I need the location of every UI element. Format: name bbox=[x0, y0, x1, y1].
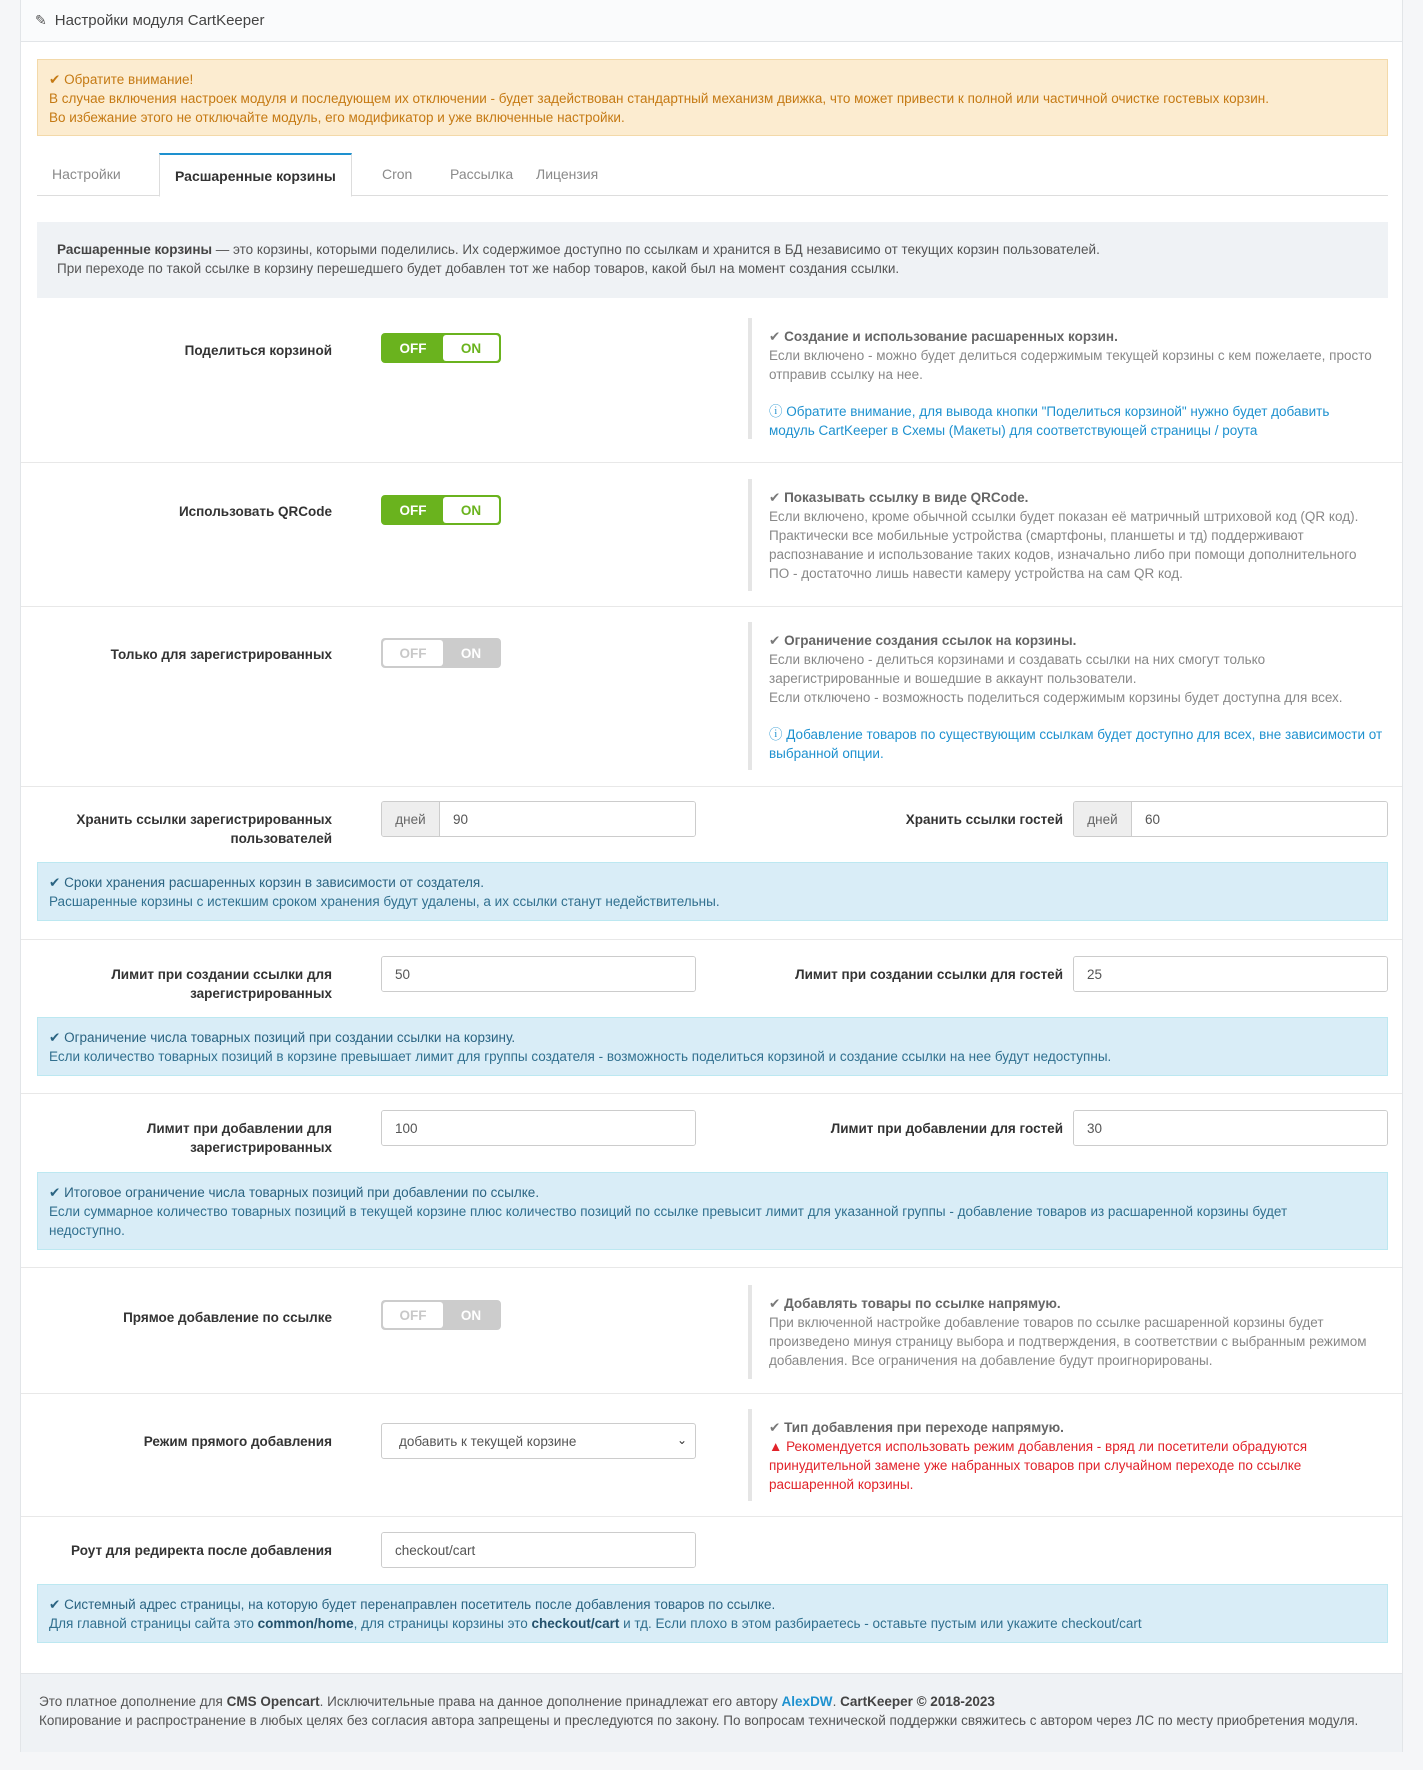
create-limit-guest-input[interactable] bbox=[1073, 956, 1388, 992]
intro-description bbox=[37, 222, 1388, 298]
info-circle-icon: ⓘ bbox=[769, 404, 783, 419]
check-icon: ✔ bbox=[769, 490, 781, 505]
share-cart-help bbox=[748, 318, 1388, 439]
direct-add-label: Прямое добавление по ссылке bbox=[123, 1310, 332, 1325]
direct-mode-label: Режим прямого добавления bbox=[143, 1434, 332, 1449]
help-warning: расшаренной корзины. bbox=[769, 1477, 914, 1492]
qrcode-toggle[interactable] bbox=[381, 495, 501, 525]
help-text: ПО - достаточно лишь навести камеру устройства на сам QR код. bbox=[769, 566, 1183, 581]
info-text: Если суммарное количество товарных позиций в текущей корзине плюс количество позиций по ссылке превысит лимит для указанной группы - добавление товаров из расшаренной корзины будет bbox=[49, 1204, 1288, 1219]
warning-line: В случае включения настроек модуля и последующем их отключении - будет задействован стандартный механизм движка, что может привести к полной или частичной очистке гостевых корзин. bbox=[49, 91, 1269, 106]
create-limit-registered-label bbox=[21, 965, 332, 1003]
help-warning: Рекомендуется использовать режим добавления - вряд ли посетители обрадуются bbox=[786, 1439, 1308, 1454]
create-limit-registered-input[interactable] bbox=[381, 956, 696, 992]
divider bbox=[21, 1267, 1402, 1268]
info-circle-icon: ⓘ bbox=[769, 727, 783, 742]
input-value[interactable]: 60 bbox=[1132, 802, 1387, 836]
intro-bold: Расшаренные корзины bbox=[57, 242, 213, 257]
intro-line2: При переходе по такой ссылке в корзину перешедшего будет добавлен тот же набор товаров, какой был на момент создания ссылки. bbox=[57, 261, 900, 276]
info-text: Расшаренные корзины с истекшим сроком хранения будут удалены, а их ссылки станут недействительны. bbox=[49, 894, 720, 909]
help-text: произведено минуя страницу выбора и подтверждения, в соответствии с выбранным режимом bbox=[769, 1334, 1367, 1349]
add-limit-guest-input[interactable] bbox=[1073, 1110, 1388, 1146]
footer-text: . Исключительные права на данное дополнение принадлежат его автору bbox=[319, 1694, 782, 1709]
panel-footer bbox=[21, 1673, 1402, 1752]
label-line: Хранить ссылки зарегистрированных bbox=[76, 812, 332, 827]
input-value[interactable]: checkout/cart bbox=[382, 1533, 695, 1567]
label-line: зарегистрированных bbox=[190, 986, 332, 1001]
toggle-on-label: ON bbox=[460, 1307, 482, 1323]
share-cart-label: Поделиться корзиной bbox=[184, 343, 332, 358]
tab-license[interactable]: Лицензия bbox=[536, 166, 599, 182]
label-line: Лимит при добавлении для bbox=[146, 1121, 332, 1136]
panel-heading bbox=[21, 0, 1402, 42]
tab-cron[interactable]: Cron bbox=[382, 166, 413, 182]
help-text: зарегистрированные и вошедшие в аккаунт пользователи. bbox=[769, 671, 1137, 686]
storage-guest-label: Хранить ссылки гостей bbox=[905, 812, 1063, 827]
input-addon: дней bbox=[1074, 802, 1132, 836]
toggle-off-label: OFF bbox=[399, 340, 427, 356]
direct-mode-help bbox=[748, 1409, 1388, 1501]
help-note: модуль CartKeeper в Схемы (Макеты) для соответствующей страницы / роута bbox=[769, 423, 1258, 438]
warning-line: Во избежание этого не отключайте модуль, его модификатор и уже включенные настройки. bbox=[49, 110, 625, 125]
help-text: Практически все мобильные устройства (смартфоны, планшеты и тд) поддерживают bbox=[769, 528, 1304, 543]
add-limit-guest-label: Лимит при добавлении для гостей bbox=[830, 1121, 1063, 1136]
intro-text: — это корзины, которыми поделились. Их содержимое доступно по ссылкам и хранится в БД независимо от текущих корзин пользователей. bbox=[212, 242, 1100, 257]
check-icon: ✔ bbox=[769, 1296, 781, 1311]
info-text: недоступно. bbox=[49, 1223, 125, 1238]
create-limit-guest-label: Лимит при создании ссылки для гостей bbox=[795, 967, 1063, 982]
input-addon: дней bbox=[382, 802, 440, 836]
toggle-on-label: ON bbox=[443, 497, 499, 523]
divider bbox=[21, 462, 1402, 463]
check-icon: ✔ bbox=[49, 1185, 61, 1200]
share-cart-toggle[interactable] bbox=[381, 333, 501, 363]
add-limit-registered-input[interactable] bbox=[381, 1110, 696, 1146]
info-text: , для страницы корзины это bbox=[353, 1616, 532, 1631]
author-link[interactable]: AlexDW bbox=[781, 1694, 833, 1709]
add-limit-registered-label bbox=[21, 1119, 332, 1157]
label-line: Лимит при создании ссылки для bbox=[111, 967, 332, 982]
registered-only-help bbox=[748, 622, 1388, 770]
help-note: выбранной опции. bbox=[769, 746, 884, 761]
qrcode-label: Использовать QRCode bbox=[178, 504, 332, 519]
toggle-on-label: ON bbox=[443, 335, 499, 361]
info-title: Ограничение числа товарных позиций при создании ссылки на корзину. bbox=[64, 1030, 516, 1045]
help-text: Если включено, кроме обычной ссылки будет показан её матричный штриховой код (QR код). bbox=[769, 509, 1359, 524]
toggle-off-label: OFF bbox=[383, 640, 443, 666]
tab-mailing[interactable]: Рассылка bbox=[450, 166, 514, 182]
direct-add-help bbox=[748, 1285, 1388, 1379]
help-text: Если включено - делиться корзинами и создавать ссылки на них смогут только bbox=[769, 652, 1266, 667]
toggle-off-label: OFF bbox=[399, 502, 427, 518]
info-text: Если количество товарных позиций в корзине превышает лимит для группы создателя - возможность поделиться корзиной и создание ссылки на нее будут недоступны. bbox=[49, 1049, 1112, 1064]
toggle-off-label: OFF bbox=[383, 1302, 443, 1328]
select-value: добавить к текущей корзине bbox=[399, 1433, 577, 1449]
info-title: Сроки хранения расшаренных корзин в зависимости от создателя. bbox=[64, 875, 484, 890]
check-icon: ✔ bbox=[769, 633, 781, 648]
help-title: Создание и использование расшаренных корзин. bbox=[784, 329, 1118, 344]
redirect-route-label: Роут для редиректа после добавления bbox=[71, 1543, 332, 1558]
warning-triangle-icon: ▲ bbox=[769, 1439, 783, 1454]
help-note: Добавление товаров по существующим ссылкам будет доступно для всех, вне зависимости от bbox=[786, 727, 1383, 742]
check-icon: ✔ bbox=[769, 1420, 781, 1435]
tab-settings[interactable]: Настройки bbox=[52, 166, 121, 182]
divider bbox=[21, 1393, 1402, 1394]
toggle-on-label: ON bbox=[460, 645, 482, 661]
footer-bold: CMS Opencart bbox=[226, 1694, 320, 1709]
storage-registered-input[interactable] bbox=[381, 801, 696, 837]
divider bbox=[21, 1516, 1402, 1517]
help-text: добавления. Все ограничения на добавление будут проигнорированы. bbox=[769, 1353, 1213, 1368]
registered-only-toggle[interactable] bbox=[381, 638, 501, 668]
tab-bar bbox=[37, 153, 1388, 196]
help-text: При включенной настройке добавление товаров по ссылке расшаренной корзины будет bbox=[769, 1315, 1324, 1330]
tab-shared-carts[interactable]: Расшаренные корзины bbox=[159, 153, 352, 197]
help-note: Обратите внимание, для вывода кнопки "Поделиться корзиной" нужно будет добавить bbox=[786, 404, 1330, 419]
info-title: Итоговое ограничение числа товарных позиций при добавлении по ссылке. bbox=[64, 1185, 540, 1200]
input-value[interactable]: 30 bbox=[1074, 1111, 1387, 1145]
info-title: Системный адрес страницы, на которую будет перенаправлен посетитель после добавления товаров по ссылке. bbox=[64, 1597, 776, 1612]
pencil-icon: ✎ bbox=[35, 12, 47, 28]
info-code: checkout/cart bbox=[531, 1616, 620, 1631]
check-icon: ✔ bbox=[769, 329, 781, 344]
input-value[interactable]: 90 bbox=[440, 802, 695, 836]
storage-registered-label bbox=[21, 810, 332, 848]
footer-text: . bbox=[832, 1694, 841, 1709]
info-code: common/home bbox=[257, 1616, 354, 1631]
divider bbox=[21, 939, 1402, 940]
info-text: и тд. Если плохо в этом разбираетесь - оставьте пустым или укажите checkout/cart bbox=[619, 1616, 1142, 1631]
help-text: отправив ссылку на нее. bbox=[769, 367, 923, 382]
settings-panel bbox=[20, 0, 1403, 1752]
help-title: Ограничение создания ссылок на корзины. bbox=[784, 633, 1077, 648]
input-value[interactable]: 100 bbox=[382, 1111, 695, 1145]
divider bbox=[21, 1093, 1402, 1094]
storage-guest-input[interactable] bbox=[1073, 801, 1388, 837]
check-icon: ✔ bbox=[49, 875, 61, 890]
info-text: Для главной страницы сайта это bbox=[49, 1616, 258, 1631]
divider bbox=[21, 606, 1402, 607]
help-warning: принудительной замене уже набранных товаров при случайном переходе по ссылке bbox=[769, 1458, 1302, 1473]
input-value[interactable]: 50 bbox=[382, 957, 695, 991]
footer-text: Это платное дополнение для bbox=[39, 1694, 227, 1709]
check-icon: ✔ bbox=[49, 1597, 61, 1612]
add-limit-info bbox=[37, 1172, 1388, 1250]
qrcode-help bbox=[748, 479, 1388, 591]
help-text: распознавание и использование таких кодов, изначально либо при помощи дополнительного bbox=[769, 547, 1357, 562]
redirect-info bbox=[37, 1584, 1388, 1643]
direct-add-toggle[interactable] bbox=[381, 1300, 501, 1330]
warning-alert bbox=[37, 59, 1388, 136]
help-title: Добавлять товары по ссылке напрямую. bbox=[784, 1296, 1061, 1311]
help-title: Тип добавления при переходе напрямую. bbox=[784, 1420, 1064, 1435]
check-icon: ✔ bbox=[49, 1030, 61, 1045]
input-value[interactable]: 25 bbox=[1074, 957, 1387, 991]
label-line: пользователей bbox=[230, 831, 332, 846]
create-limit-info bbox=[37, 1017, 1388, 1076]
check-icon: ✔ bbox=[49, 72, 61, 87]
label-line: зарегистрированных bbox=[190, 1140, 332, 1155]
redirect-route-input[interactable] bbox=[381, 1532, 696, 1568]
help-title: Показывать ссылку в виде QRCode. bbox=[784, 490, 1029, 505]
footer-text: Копирование и распространение в любых целях без согласия автора запрещены и преследуются по закону. По вопросам технической поддержки свяжитесь с автором через ЛС по месту приобретения модуля. bbox=[39, 1713, 1359, 1728]
divider bbox=[21, 786, 1402, 787]
chevron-down-icon: ⌄ bbox=[676, 1433, 687, 1447]
page-title: Настройки модуля CartKeeper bbox=[54, 12, 265, 29]
warning-title: Обратите внимание! bbox=[64, 72, 194, 87]
storage-info bbox=[37, 862, 1388, 921]
help-text: Если отключено - возможность поделиться содержимым корзины будет доступна для всех. bbox=[769, 690, 1343, 705]
help-text: Если включено - можно будет делиться содержимым текущей корзины с кем пожелаете, просто bbox=[769, 348, 1372, 363]
direct-mode-select[interactable] bbox=[381, 1423, 696, 1459]
registered-only-label: Только для зарегистрированных bbox=[110, 647, 332, 662]
footer-bold: CartKeeper © 2018-2023 bbox=[840, 1694, 995, 1709]
